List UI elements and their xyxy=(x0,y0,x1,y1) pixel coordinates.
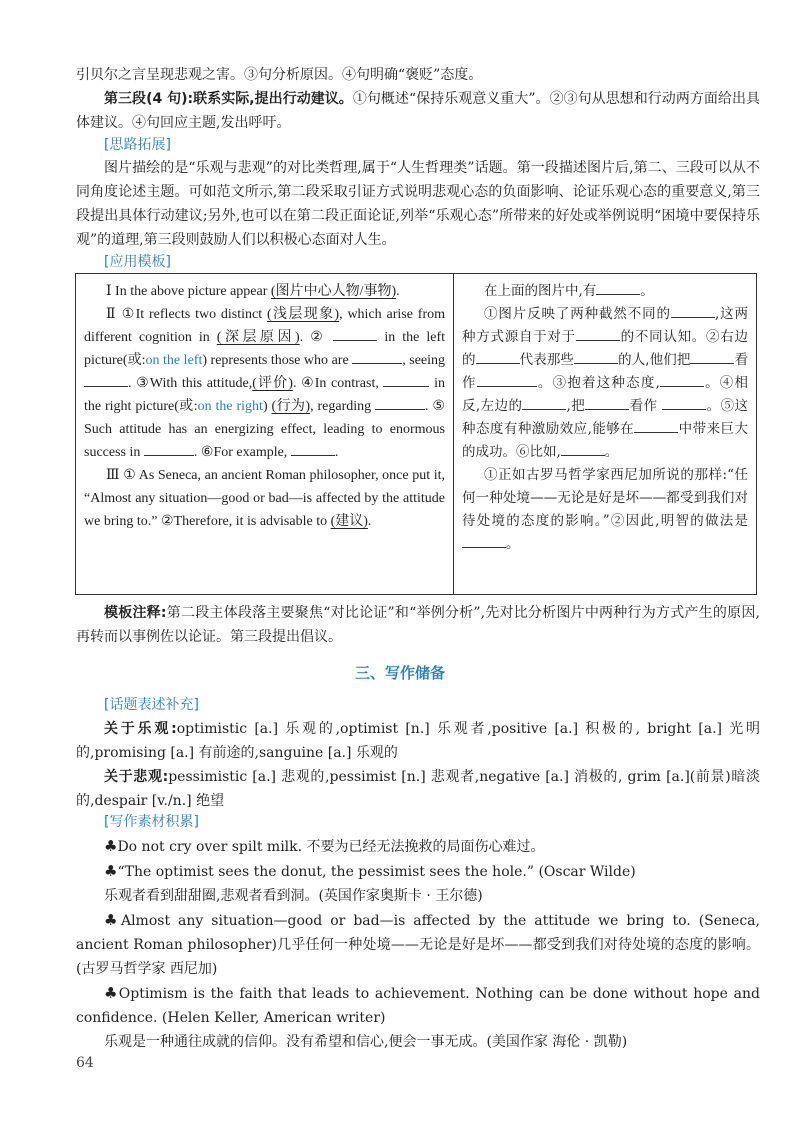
template-text: , regarding xyxy=(310,399,376,414)
template-text: 。④相反,左边的 xyxy=(462,375,749,414)
placeholder-hint: (行为) xyxy=(271,399,311,414)
page-number: 64 xyxy=(76,1055,94,1071)
material-translation: 乐观者看到甜甜圈,悲观者看到洞。(英国作家奥斯卡 · 王尔德) xyxy=(104,888,483,904)
template-text: 。 xyxy=(506,536,520,552)
material-quote: Almost any situation—good or bad—is affected by the attitude we bring to. (Seneca, ancient Roman philosopher)几乎任何一种处境——无论是好是坏——都受到我们对待处境的态度的影响。(古罗马哲学家 西尼加) xyxy=(76,913,760,977)
template-text: Ⅰ In the above picture appear xyxy=(106,284,271,299)
template-text: 。③抱着这种态度, xyxy=(536,375,660,391)
placeholder-hint: (图片中心人物/事物) xyxy=(270,284,397,299)
fill-in-blank xyxy=(333,326,377,341)
club-icon: ♣ xyxy=(104,984,119,1002)
template-note xyxy=(76,601,760,649)
placeholder-hint: (建议) xyxy=(330,514,368,529)
template-text: . ⑥For example, xyxy=(193,445,291,460)
template-text: ①正如古罗马哲学家西尼加所说的那样:“任何一种处境——无论是好是坏——都受到我们对待处境的态度的影响。”②因此,明智的做法是 xyxy=(462,467,748,529)
paragraph-3-analysis xyxy=(76,87,760,135)
fill-in-blank xyxy=(585,395,629,410)
fill-in-blank xyxy=(144,441,194,456)
expansion-tag: [思路拓展] xyxy=(104,137,171,153)
template-text: . xyxy=(334,445,339,460)
template-text: 看作 xyxy=(629,398,663,414)
fill-in-blank xyxy=(576,326,620,341)
template-text: ) represents those who are xyxy=(202,353,353,368)
template-english-para xyxy=(84,464,445,533)
placeholder-hint: (深层原因) xyxy=(216,330,300,345)
topic-supplement-tag: [话题表述补充] xyxy=(104,697,199,713)
pessimism-text: pessimistic [a.] 悲观的,pessimist [n.] 悲观者,negative [a.] 消极的, grim [a.](前景)暗淡的,despair [v./n.] 绝望 xyxy=(76,769,760,809)
template-text: . ④In contrast, xyxy=(292,376,384,391)
material-item xyxy=(76,834,760,859)
template-english-para xyxy=(84,280,445,303)
club-icon: ♣ xyxy=(104,911,121,929)
template-note-label: 模板注释: xyxy=(104,605,167,621)
fill-in-blank xyxy=(375,395,425,410)
optimism-text: optimistic [a.] 乐观的,optimist [n.] 乐观者,positive [a.] 积极的, bright [a.] 光明的,promising [a.] 有前途的,sanguine [a.] 乐观的 xyxy=(76,721,760,761)
fill-in-blank xyxy=(690,349,734,364)
intro-line: 引贝尔之言呈现悲观之害。③句分析原因。④句明确“褒贬”态度。 xyxy=(76,67,483,83)
fill-in-blank xyxy=(477,372,537,387)
template-text: , which arise from different cognition in xyxy=(84,307,446,345)
pessimism-vocab xyxy=(76,765,760,813)
placeholder-hint: (浅层现象) xyxy=(267,307,340,322)
alternative-phrase: on the left xyxy=(145,353,203,368)
template-text: ①图片反映了两种截然不同的 xyxy=(484,306,671,322)
template-text: ,把 xyxy=(566,398,586,414)
template-tag: [应用模板] xyxy=(104,254,171,270)
template-text: 中带来巨大的成功。⑥比如, xyxy=(462,421,748,460)
fill-in-blank xyxy=(596,280,640,295)
template-text: . xyxy=(367,514,372,529)
paragraph-3-text: ①句概述“保持乐观意义重大”。②③句从思想和行动两方面给出具体建议。④句回应主题,发出呼吁。 xyxy=(76,91,760,131)
material-quote: Optimism is the faith that leads to achievement. Nothing can be done without hope and confidence. (Helen Keller, American writer) xyxy=(76,986,760,1026)
optimism-vocab xyxy=(76,717,760,765)
fill-in-blank xyxy=(561,441,605,456)
template-text: 代表那些 xyxy=(519,352,575,368)
template-english-column xyxy=(76,274,454,594)
fill-in-blank xyxy=(291,441,335,456)
template-chinese-column xyxy=(454,274,756,594)
template-note-text: 第二段主体段落主要聚焦“对比论证”和“举例分析”,先对比分析图片中两种行为方式产生的原因,再转而以事例佐以论证。第三段提出倡议。 xyxy=(76,605,760,645)
material-item xyxy=(76,908,760,981)
template-text: . ⑤ Such attitude has an energizing effect, leading to enormous success in xyxy=(84,399,445,460)
fill-in-blank xyxy=(662,395,706,410)
template-text: ) xyxy=(262,399,272,414)
template-text: Ⅱ ①It reflects two distinct xyxy=(106,307,267,322)
template-text: in the left picture(或: xyxy=(84,330,445,368)
template-text: 在上面的图片中,有 xyxy=(484,283,597,299)
template-text: . ② xyxy=(299,330,334,345)
club-icon: ♣ xyxy=(104,862,118,880)
materials-tag: [写作素材积累] xyxy=(104,814,199,830)
template-text: . xyxy=(396,284,400,299)
fill-in-blank xyxy=(462,533,506,548)
fill-in-blank xyxy=(476,349,520,364)
material-translation: 乐观是一种通往成就的信仰。没有希望和信心,便会一事无成。(美国作家 海伦 · 凯勒) xyxy=(104,1034,628,1050)
template-text: 的人,他们把 xyxy=(618,352,691,368)
template-text: 。⑤这种态度有种激励效应,能够在 xyxy=(462,398,749,437)
fill-in-blank xyxy=(671,303,715,318)
fill-in-blank xyxy=(660,372,704,387)
optimism-label: 关于乐观: xyxy=(104,721,177,737)
template-text: , seeing xyxy=(402,353,446,368)
template-text: 。 xyxy=(604,444,619,460)
template-text: in the right picture(或: xyxy=(84,376,446,414)
alternative-phrase: on the right xyxy=(197,399,263,414)
template-text: Ⅲ ① As Seneca, an ancient Roman philosopher, once put it, “Almost any situation—good or bad—is affected by the attitude we bring to.” ②Therefore, it is advisable to xyxy=(84,468,445,529)
expansion-text: 图片描绘的是“乐观与悲观”的对比类哲理,属于“人生哲理类”话题。第一段描述图片后,第二、三段可以从不同角度论述主题。可如范文所示,第二段采取引证方式说明悲观心态的负面影响、论证乐观心态的重要意义,第三段提出具体行动建议;另外,也可以在第二段正面论证,列举“乐观心态”所带来的好处或举例说明“困境中要保持乐观”的道理,第三段则鼓励人们以积极心态面对人生。 xyxy=(76,160,760,248)
pessimism-label: 关于悲观: xyxy=(104,769,169,785)
section-heading: 三、写作储备 xyxy=(354,664,445,682)
template-text: 的不同认知。②右边的 xyxy=(462,329,749,368)
template-text: ,这两种方式源自于对于 xyxy=(462,306,749,345)
materials-list xyxy=(76,834,760,1054)
template-chinese-para xyxy=(462,464,748,556)
template-english-para xyxy=(84,303,445,464)
material-item xyxy=(76,859,760,884)
template-text: . ③With this attitude, xyxy=(128,376,253,391)
fill-in-blank xyxy=(522,395,566,410)
material-quote: Do not cry over spilt milk. 不要为已经无法挽救的局面伤心难过。 xyxy=(117,839,545,855)
template-chinese-para xyxy=(462,280,748,303)
template-text: 。 xyxy=(640,283,654,299)
paragraph-3-label: 第三段(4 句):联系实际,提出行动建议。 xyxy=(104,91,353,107)
placeholder-hint: (评价) xyxy=(252,376,293,391)
template-table xyxy=(75,273,757,595)
club-icon: ♣ xyxy=(104,837,118,855)
fill-in-blank xyxy=(352,349,402,364)
template-text: 看作 xyxy=(462,352,749,391)
material-item xyxy=(76,981,760,1030)
fill-in-blank xyxy=(84,372,128,387)
material-quote: “The optimist sees the donut, the pessimist sees the hole.” (Oscar Wilde) xyxy=(117,864,636,880)
fill-in-blank xyxy=(574,349,618,364)
fill-in-blank xyxy=(634,418,678,433)
fill-in-blank xyxy=(383,372,429,387)
template-chinese-para xyxy=(462,303,748,464)
